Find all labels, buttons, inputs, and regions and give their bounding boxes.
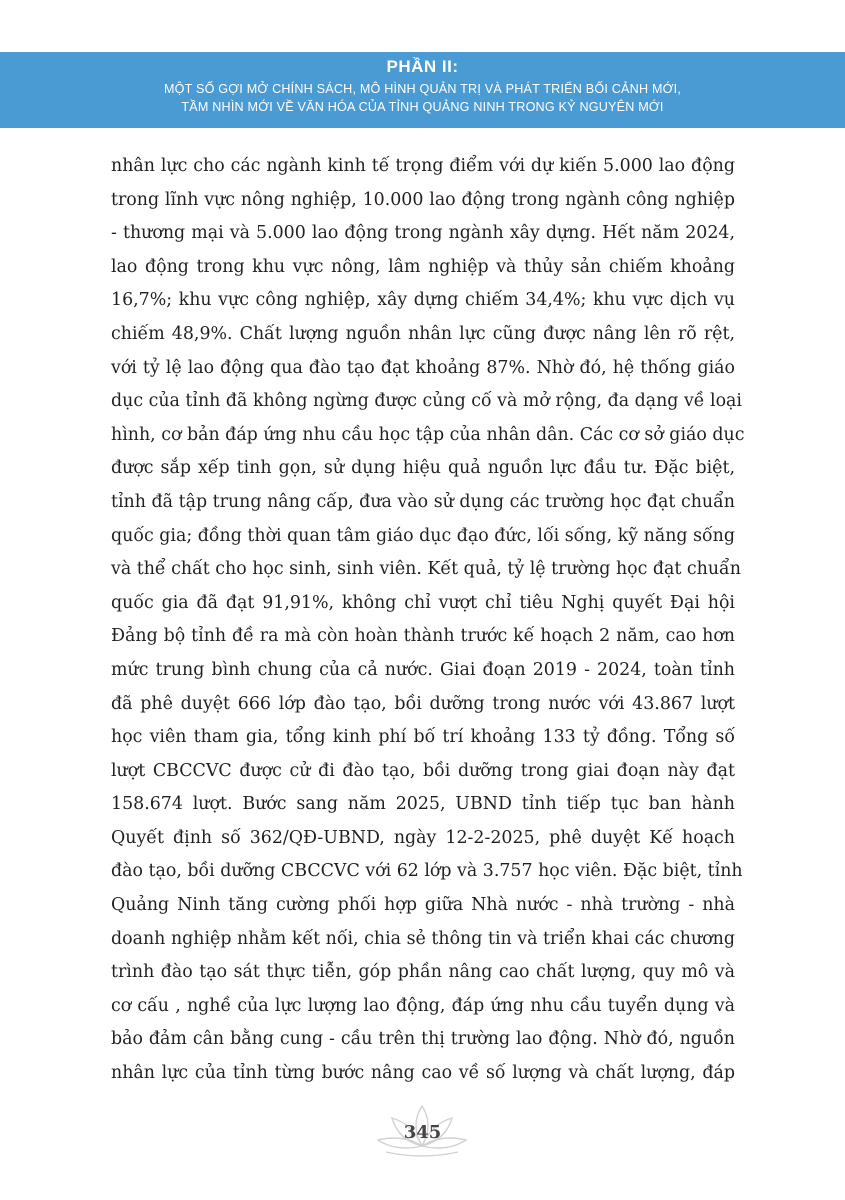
text-line: đã phê duyệt 666 lớp đào tạo, bồi dưỡng trong nước với 43.867 lượt [111, 693, 735, 714]
text-line: cơ cấu , nghề của lực lượng lao động, đáp ứng nhu cầu tuyển dụng và [111, 995, 735, 1016]
text-line: với tỷ lệ lao động qua đào tạo đạt khoảng 87%. Nhờ đó, hệ thống giáo [111, 357, 735, 378]
text-line: nhân lực cho các ngành kinh tế trọng điểm với dự kiến 5.000 lao động [111, 156, 735, 176]
text-line: Đảng bộ tỉnh đề ra mà còn hoàn thành trước kế hoạch 2 năm, cao hơn [111, 626, 735, 647]
text-line: Quyết định số 362/QĐ-UBND, ngày 12-2-2025, phê duyệt Kế hoạch [111, 827, 735, 848]
text-line: Quảng Ninh tăng cường phối hợp giữa Nhà nước - nhà trường - nhà [111, 895, 735, 916]
text-line: được sắp xếp tinh gọn, sử dụng hiệu quả nguồn lực đầu tư. Đặc biệt, [111, 458, 735, 479]
text-line: hình, cơ bản đáp ứng nhu cầu học tập của nhân dân. Các cơ sở giáo dục [111, 424, 745, 445]
text-line: quốc gia; đồng thời quan tâm giáo dục đạo đức, lối sống, kỹ năng sống [111, 525, 735, 546]
text-line: trong lĩnh vực nông nghiệp, 10.000 lao động trong ngành công nghiệp [111, 189, 735, 210]
part-subtitle-line-1: MỘT SỐ GỢI MỞ CHÍNH SÁCH, MÔ HÌNH QUẢN TRỊ VÀ PHÁT TRIỂN BỐI CẢNH MỚI, [163, 82, 682, 96]
text-line: chiếm 48,9%. Chất lượng nguồn nhân lực cũng được nâng lên rõ rệt, [111, 323, 735, 344]
text-line: đào tạo, bồi dưỡng CBCCVC với 62 lớp và 3.757 học viên. Đặc biệt, tỉnh [111, 861, 743, 882]
part-title: PHẦN II: [386, 57, 459, 76]
text-line: lao động trong khu vực nông, lâm nghiệp và thủy sản chiếm khoảng [111, 256, 735, 277]
text-line: tỉnh đã tập trung nâng cấp, đưa vào sử dụng các trường học đạt chuẩn [111, 491, 735, 512]
body-paragraph [111, 150, 745, 1091]
text-line: bảo đảm cân bằng cung - cầu trên thị trường lao động. Nhờ đó, nguồn [111, 1029, 735, 1050]
text-line: 16,7%; khu vực công nghiệp, xây dựng chiếm 34,4%; khu vực dịch vụ [111, 290, 735, 311]
part-subtitle-line-2: TẦM NHÌN MỚI VỀ VĂN HÓA CỦA TỈNH QUẢNG NINH TRONG KỶ NGUYÊN MỚI [181, 100, 664, 114]
text-line: dục của tỉnh đã không ngừng được củng cố và mở rộng, đa dạng về loại [111, 391, 742, 412]
text-line: - thương mại và 5.000 lao động trong ngành xây dựng. Hết năm 2024, [111, 223, 735, 244]
page-number: 345 [403, 1122, 442, 1143]
text-line: lượt CBCCVC được cử đi đào tạo, bồi dưỡng trong giai đoạn này đạt [111, 760, 735, 781]
text-line: mức trung bình chung của cả nước. Giai đoạn 2019 - 2024, toàn tỉnh [111, 659, 735, 680]
text-line: trình đào tạo sát thực tiễn, góp phần nâng cao chất lượng, quy mô và [111, 962, 735, 983]
text-line: nhân lực của tỉnh từng bước nâng cao về số lượng và chất lượng, đáp [111, 1063, 735, 1084]
section-header-banner [0, 52, 845, 128]
text-line: 158.674 lượt. Bước sang năm 2025, UBND tỉnh tiếp tục ban hành [111, 794, 735, 815]
page-footer [0, 1100, 845, 1170]
text-line: học viên tham gia, tổng kinh phí bố trí khoảng 133 tỷ đồng. Tổng số [111, 727, 735, 748]
text-line: quốc gia đã đạt 91,91%, không chỉ vượt chỉ tiêu Nghị quyết Đại hội [111, 592, 735, 613]
text-line: doanh nghiệp nhằm kết nối, chia sẻ thông tin và triển khai các chương [111, 928, 735, 949]
text-line: và thể chất cho học sinh, sinh viên. Kết quả, tỷ lệ trường học đạt chuẩn [111, 559, 741, 580]
